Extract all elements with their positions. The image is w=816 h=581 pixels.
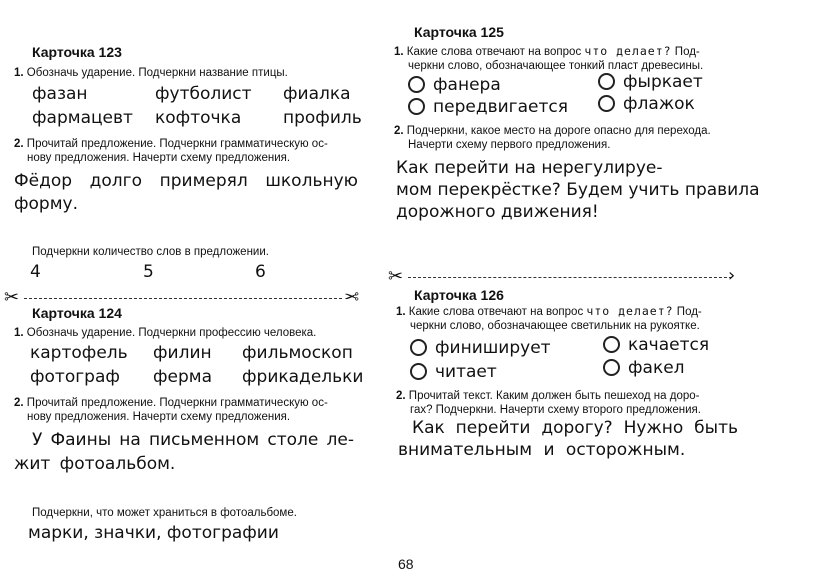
text-word: Как — [412, 418, 445, 438]
sentence-word: письменном — [148, 430, 260, 450]
task-number: 1. — [396, 306, 406, 318]
option-peredvigaetsya[interactable] — [408, 97, 568, 117]
task-number: 2. — [396, 390, 406, 402]
word: картофель — [30, 343, 128, 363]
task-text: нову предложения. Начерти схему предложения. — [27, 152, 291, 164]
task-text: Какие слова отвечают на вопрос — [408, 306, 584, 318]
word: фотограф — [30, 367, 120, 387]
card-124-sentence-line1 — [32, 430, 354, 450]
word: фармацевт — [32, 108, 133, 128]
option-kachaetsya[interactable] — [603, 335, 709, 355]
checkbox-circle-icon[interactable] — [598, 95, 615, 112]
card-124-storage-answer: марки, значки, фотографии — [28, 523, 279, 543]
task-text: Какие слова отвечают на вопрос — [406, 46, 582, 58]
scissors-icon: ✂ — [388, 266, 404, 287]
word: кофточка — [155, 108, 242, 128]
count-option: 5 — [143, 262, 154, 282]
task-text: черкни слово, обозначающее тонкий пласт древесины. — [408, 60, 704, 72]
task-number: 2. — [14, 397, 24, 409]
sentence-word: на — [119, 430, 141, 450]
checkbox-circle-icon[interactable] — [408, 98, 425, 115]
checkbox-circle-icon[interactable] — [410, 363, 427, 380]
word: фильмоскоп — [242, 343, 353, 363]
card-124-task2 — [14, 396, 328, 424]
text-word: дорогу? — [541, 418, 613, 438]
task-question: что делает? — [586, 304, 674, 318]
task-text: Прочитай предложение. Подчеркни грамматическую ос- — [26, 397, 328, 409]
task-text: Обозначь ударение. Подчеркни название птицы. — [26, 67, 288, 79]
checkbox-circle-icon[interactable] — [410, 339, 427, 356]
card-126-task1 — [396, 304, 702, 333]
text-line: мом перекрёстке? Будем учить правила — [396, 180, 760, 200]
text-word: осторожным. — [565, 440, 686, 460]
page-number: 68 — [398, 556, 414, 572]
card-125-task2 — [394, 124, 711, 152]
option-label: фанера — [433, 75, 501, 95]
task-text: черкни слово, обозначающее светильник на рукоятке. — [410, 320, 700, 332]
sentence-word: долго — [89, 171, 143, 191]
card-126-text-line1 — [412, 418, 738, 438]
card-125-title: Карточка 125 — [414, 24, 504, 40]
option-fyrkaet[interactable] — [598, 72, 703, 92]
card-126-task2 — [396, 389, 701, 417]
cut-line — [24, 298, 342, 299]
word: фиалка — [283, 84, 351, 104]
task-text: Под- — [674, 46, 700, 58]
card-123-count-task: Подчеркни количество слов в предложении. — [32, 246, 269, 258]
cut-line — [408, 277, 732, 278]
option-flazhok[interactable] — [598, 94, 695, 114]
task-number: 2. — [394, 125, 404, 137]
checkbox-circle-icon[interactable] — [408, 76, 425, 93]
option-label: финиширует — [435, 338, 551, 358]
text-word: внимательным — [398, 440, 533, 460]
text-word: Нужно — [623, 418, 684, 438]
task-text: нову предложения. Начерти схему предложения. — [27, 411, 291, 423]
word: фрикадельки — [242, 367, 364, 387]
task-text: Начерти схему первого предложения. — [408, 139, 611, 151]
task-text: Обозначь ударение. Подчеркни профессию человека. — [26, 327, 317, 339]
sentence-word: Фёдор — [14, 171, 73, 191]
card-125-text — [396, 157, 760, 223]
text-word: и — [543, 440, 555, 460]
option-label: качается — [628, 335, 710, 355]
checkbox-circle-icon[interactable] — [603, 336, 620, 353]
word: профиль — [283, 108, 362, 128]
task-number: 1. — [14, 67, 24, 79]
option-label: передвигается — [433, 97, 568, 117]
task-text: Под- — [676, 306, 702, 318]
arrow-right-icon: › — [728, 265, 736, 286]
task-question: что делает? — [584, 44, 672, 58]
card-123-title: Карточка 123 — [32, 44, 122, 60]
option-fanera[interactable] — [408, 75, 501, 95]
card-123-task1 — [14, 66, 288, 80]
card-124-storage-task: Подчеркни, что может храниться в фотоальбоме. — [32, 507, 297, 519]
text-line: Как перейти на нерегулируе- — [396, 158, 663, 178]
word: футболист — [155, 84, 252, 104]
card-124-title: Карточка 124 — [32, 305, 122, 321]
option-label: фыркает — [623, 72, 703, 92]
card-126-text-line2 — [398, 440, 685, 460]
text-line: дорожного движения! — [396, 202, 599, 222]
task-text: гах? Подчеркни. Начерти схему второго предложения. — [410, 404, 701, 416]
card-124-task1 — [14, 326, 316, 340]
scissors-icon: ✂ — [4, 287, 20, 308]
text-word: перейти — [455, 418, 531, 438]
text-word: быть — [694, 418, 738, 438]
option-label: флажок — [623, 94, 695, 114]
sentence-word: школьную — [265, 171, 358, 191]
count-option: 4 — [30, 262, 41, 282]
sentence-word: столе — [267, 430, 319, 450]
word: филин — [153, 343, 212, 363]
option-finishiruet[interactable] — [410, 338, 551, 358]
card-123-task2 — [14, 137, 328, 165]
sentence-word: примерял — [159, 171, 248, 191]
card-123-sentence-line2: форму. — [14, 194, 79, 214]
card-125-task1 — [394, 44, 703, 73]
task-text: Прочитай текст. Каким должен быть пешеход на доро- — [408, 390, 700, 402]
task-text: Подчеркни, какое место на дороге опасно для перехода. — [406, 125, 711, 137]
checkbox-circle-icon[interactable] — [603, 359, 620, 376]
task-text: Прочитай предложение. Подчеркни грамматическую ос- — [26, 138, 328, 150]
option-label: факел — [628, 358, 685, 378]
word: фазан — [32, 84, 88, 104]
checkbox-circle-icon[interactable] — [598, 73, 615, 90]
task-number: 1. — [394, 46, 404, 58]
sentence-word: Фаины — [50, 430, 112, 450]
task-number: 2. — [14, 138, 24, 150]
card-126-title: Карточка 126 — [414, 287, 504, 303]
task-number: 1. — [14, 327, 24, 339]
card-124-sentence-line2: жит фотоальбом. — [14, 454, 176, 474]
sentence-word: ле- — [326, 430, 354, 450]
count-option: 6 — [255, 262, 266, 282]
option-chitaet[interactable] — [410, 362, 497, 382]
option-fakel[interactable] — [603, 358, 685, 378]
scissors-icon: ✂ — [344, 287, 360, 308]
card-123-sentence-line1 — [14, 171, 358, 191]
option-label: читает — [435, 362, 497, 382]
sentence-word: У — [32, 430, 43, 450]
word: ферма — [153, 367, 213, 387]
